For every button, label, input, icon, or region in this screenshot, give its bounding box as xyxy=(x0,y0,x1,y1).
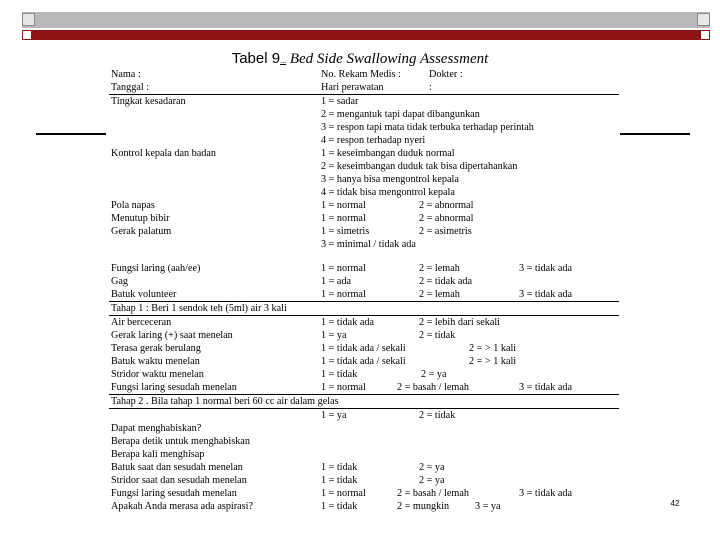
fungsi-sesudah-option: 2 = basah / lemah xyxy=(397,382,469,393)
title-italic: Bed Side Swallowing Assessment xyxy=(289,51,489,67)
kontrol-option: 4 = tidak bisa mengontrol kepala xyxy=(321,187,455,198)
tahap2-tidak-option: 2 = tidak xyxy=(419,410,456,421)
table-row xyxy=(109,275,619,288)
table-row xyxy=(109,342,619,355)
table-row xyxy=(109,199,619,212)
decor-square xyxy=(697,13,710,26)
tahap1-label: Tahap 1 : Beri 1 sendok teh (5ml) air 3 kali xyxy=(111,303,287,314)
gag-option: 1 = ada xyxy=(321,276,352,287)
palatum-label: Gerak palatum xyxy=(111,226,172,237)
table-row xyxy=(109,422,619,435)
gerak-option: 2 = tidak xyxy=(419,330,456,341)
nama-label: Nama : xyxy=(111,69,141,80)
aspirasi-label: Apakah Anda merasa ada aspirasi? xyxy=(111,501,253,512)
table-row xyxy=(109,238,619,251)
batuk-menelan-label: Batuk waktu menelan xyxy=(111,356,200,367)
gag-label: Gag xyxy=(111,276,128,287)
table-row xyxy=(109,225,619,238)
spacer xyxy=(109,251,619,262)
table-row xyxy=(109,435,619,448)
pola-label: Pola napas xyxy=(111,200,155,211)
batuk-saat-option: 1 = tidak xyxy=(321,462,358,473)
kesadaran-option: 1 = sadar xyxy=(321,96,359,107)
page-number: 42 xyxy=(660,496,690,512)
table-row xyxy=(109,329,619,342)
palatum-option: 2 = asimetris xyxy=(419,226,472,237)
header-row xyxy=(109,81,619,95)
table-row xyxy=(109,355,619,368)
gag-option: 2 = tidak ada xyxy=(419,276,472,287)
air-option: 2 = lebih dari sekali xyxy=(419,317,500,328)
pola-option: 1 = normal xyxy=(321,200,366,211)
batuk-volunteer-label: Batuk volunteer xyxy=(111,289,177,300)
table-title xyxy=(0,50,720,68)
tahap2-label: Tahap 2 . Bila tahap 1 normal beri 60 cc air dalam gelas xyxy=(111,396,339,407)
menutup-label: Menutup bibir xyxy=(111,213,170,224)
batuk-volunteer-option: 1 = normal xyxy=(321,289,366,300)
slide-divider-right xyxy=(620,133,690,135)
table-row xyxy=(109,381,619,395)
kesadaran-option: 2 = mengantuk tapi dapat dibangunkan xyxy=(321,109,480,120)
table-row xyxy=(109,173,619,186)
palatum-option: 1 = simetris xyxy=(321,226,370,237)
dapat-label: Dapat menghabiskan? xyxy=(111,423,202,434)
batuk-volunteer-option: 2 = lemah xyxy=(419,289,460,300)
decor-square xyxy=(22,13,35,26)
decor-square xyxy=(22,30,32,40)
table-row xyxy=(109,448,619,461)
fungsi-laring-option: 3 = tidak ada xyxy=(519,263,572,274)
berapa-kali-label: Berapa kali menghisap xyxy=(111,449,205,460)
terasa-label: Terasa gerak berulang xyxy=(111,343,201,354)
fungsi-laring-option: 1 = normal xyxy=(321,263,366,274)
stridor-label: Stridor waktu menelan xyxy=(111,369,204,380)
batuk-saat-label: Batuk saat dan sesudah menelan xyxy=(111,462,243,473)
fungsi-sesudah2-option: 1 = normal xyxy=(321,488,366,499)
tanggal-label: Tanggal : xyxy=(111,82,150,93)
menutup-option: 1 = normal xyxy=(321,213,366,224)
fungsi-sesudah2-option: 3 = tidak ada xyxy=(519,488,572,499)
stridor-option: 1 = tidak xyxy=(321,369,358,380)
fungsi-sesudah2-label: Fungsi laring sesudah menelan xyxy=(111,488,237,499)
batuk-saat-option: 2 = ya xyxy=(419,462,445,473)
table-row xyxy=(109,316,619,329)
table-row xyxy=(109,95,619,108)
table-row xyxy=(109,134,619,147)
menutup-option: 2 = abnormal xyxy=(419,213,474,224)
fungsi-sesudah2-option: 2 = basah / lemah xyxy=(397,488,469,499)
tahap2-header xyxy=(109,395,619,409)
title-prefix: Tabel 9 xyxy=(231,50,281,67)
gerak-option: 1 = ya xyxy=(321,330,347,341)
kontrol-option: 1 = keseimbangan duduk normal xyxy=(321,148,455,159)
red-decor-bar xyxy=(22,30,710,40)
air-label: Air berceceran xyxy=(111,317,172,328)
table-row xyxy=(109,108,619,121)
table-row xyxy=(109,212,619,225)
table-row xyxy=(109,368,619,381)
table-row xyxy=(109,474,619,487)
assessment-table xyxy=(109,68,619,513)
table-row xyxy=(109,147,619,160)
tahap2-ya-option: 1 = ya xyxy=(321,410,347,421)
terasa-option: 2 = > 1 kali xyxy=(469,343,517,354)
fungsi-sesudah-option: 3 = tidak ada xyxy=(519,382,572,393)
kontrol-option: 3 = hanya bisa mengontrol kepala xyxy=(321,174,459,185)
rekam-medis-label: No. Rekam Medis : xyxy=(321,69,401,80)
fungsi-laring-option: 2 = lemah xyxy=(419,263,460,274)
aspirasi-option: 1 = tidak xyxy=(321,501,358,512)
aspirasi-option: 3 = ya xyxy=(475,501,501,512)
fungsi-sesudah-option: 1 = normal xyxy=(321,382,366,393)
title-dots: ... xyxy=(280,56,287,65)
tahap1-header xyxy=(109,302,619,316)
decor-square xyxy=(700,30,710,40)
table-row xyxy=(109,487,619,500)
hari-perawatan-label: Hari perawatan xyxy=(321,82,384,93)
batuk-menelan-option: 1 = tidak ada / sekali xyxy=(321,356,406,367)
table-row xyxy=(109,121,619,134)
kontrol-option: 2 = keseimbangan duduk tak bisa dipertahankan xyxy=(321,161,518,172)
table-row xyxy=(109,461,619,474)
header-row xyxy=(109,68,619,81)
stridor-saat-option: 2 = ya xyxy=(419,475,445,486)
kesadaran-label: Tingkat kesadaran xyxy=(111,96,186,107)
table-row xyxy=(109,262,619,275)
stridor-saat-label: Stridor saat dan sesudah menelan xyxy=(111,475,247,486)
kontrol-label: Kontrol kepala dan badan xyxy=(111,148,216,159)
terasa-option: 1 = tidak ada / sekali xyxy=(321,343,406,354)
kesadaran-option: 4 = respon terhadap nyeri xyxy=(321,135,426,146)
slide-divider-left xyxy=(36,133,106,135)
table-row xyxy=(109,186,619,199)
table-row xyxy=(109,288,619,302)
fungsi-sesudah-label: Fungsi laring sesudah menelan xyxy=(111,382,237,393)
gerak-label: Gerak laring (+) saat menelan xyxy=(111,330,233,341)
top-decor-bar xyxy=(22,12,710,28)
batuk-volunteer-option: 3 = tidak ada xyxy=(519,289,572,300)
table-row xyxy=(109,409,619,422)
table-row xyxy=(109,500,619,513)
pola-option: 2 = abnormal xyxy=(419,200,474,211)
berapa-detik-label: Berapa detik untuk menghabiskan xyxy=(111,436,250,447)
dokter-label: Dokter : xyxy=(429,69,463,80)
stridor-option: 2 = ya xyxy=(421,369,447,380)
kesadaran-option: 3 = respon tapi mata tidak terbuka terhadap perintah xyxy=(321,122,534,133)
aspirasi-option: 2 = mungkin xyxy=(397,501,450,512)
table-row xyxy=(109,160,619,173)
stridor-saat-option: 1 = tidak xyxy=(321,475,358,486)
batuk-menelan-option: 2 = > 1 kali xyxy=(469,356,517,367)
palatum-option: 3 = minimal / tidak ada xyxy=(321,239,416,250)
hari-colon: : xyxy=(429,82,432,93)
air-option: 1 = tidak ada xyxy=(321,317,374,328)
fungsi-laring-label: Fungsi laring (aah/ee) xyxy=(111,263,201,274)
